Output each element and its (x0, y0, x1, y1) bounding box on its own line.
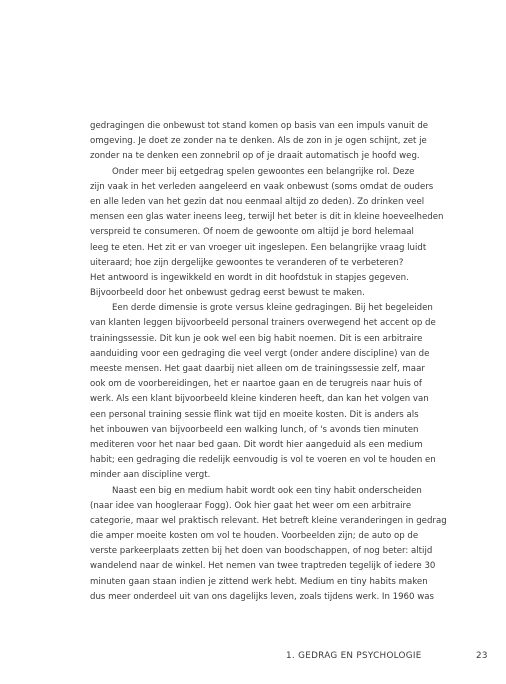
text-line: meeste mensen. Het gaat daarbij niet alleen om de trainingssessie zelf, maar (90, 364, 425, 374)
text-line: aanduiding voor een gedraging die veel vergt (onder andere discipline) van de (90, 348, 430, 359)
text-line: uiteraard; hoe zijn dergelijke gewoontes te veranderen of te verbeteren? (90, 257, 404, 268)
text-line: zonder na te denken een zonnebril op of je draait automatisch je hoofd weg. (90, 151, 420, 162)
text-line: die amper moeite kosten om vol te houden. Voorbeelden zijn; de auto op de (90, 531, 419, 542)
text-line: verste parkeerplaats zetten bij het doen van boodschappen, of nog beter: altijd (90, 546, 433, 557)
text-line: leeg te eten. Het zit er van vroeger uit ingeslepen. Een belangrijke vraag luidt (90, 242, 427, 253)
text-line: Het antwoord is ingewikkeld en wordt in dit hoofdstuk in stapjes gegeven. (90, 272, 409, 283)
text-line: habit; een gedraging die redelijk eenvoudig is vol te voeren en vol te houden en (90, 455, 436, 466)
text-line: omgeving. Je doet ze zonder na te denken. Als de zon in je ogen schijnt, zet je (90, 136, 427, 147)
text-line: werk. Als een klant bijvoorbeeld kleine kinderen heeft, dan kan het volgen van (90, 394, 429, 405)
text-line: Naast een big en medium habit wordt ook een tiny habit onderscheiden (112, 485, 422, 496)
page-number: 23 (476, 651, 488, 661)
text-line: Een derde dimensie is grote versus kleine gedragingen. Bij het begeleiden (112, 303, 433, 314)
text-line: mediteren voor het naar bed gaan. Dit wordt hier aangeduid als een medium (90, 439, 423, 450)
text-line: verspreid te consumeren. Of noem de gewoonte om altijd je bord helemaal (90, 227, 414, 238)
text-line: ook om de voorbereidingen, het er naartoe gaan en de terugreis naar huis of (90, 379, 422, 390)
text-line: trainingssessie. Dit kun je ook wel een big habit noemen. Dit is een arbitraire (90, 333, 423, 344)
text-line: Onder meer bij eetgedrag spelen gewoontes een belangrijke rol. Deze (112, 166, 415, 177)
text-line: een personal training sessie flink wat tijd en moeite kosten. Dit is anders als (90, 409, 419, 420)
text-line: zijn vaak in het verleden aangeleerd en vaak onbewust (soms omdat de ouders (90, 181, 434, 192)
text-line: wandelend naar de winkel. Het nemen van twee traptreden tegelijk of iedere 30 (90, 561, 436, 572)
text-line: en alle leden van het gezin dat nou eenmaal altijd zo deden). Zo drinken veel (90, 196, 425, 207)
text-line: gedragingen die onbewust tot stand komen op basis van een impuls vanuit de (90, 121, 429, 131)
text-line: mensen een glas water ineens leeg, terwijl het beter is dit in kleine hoeveelheden (90, 212, 444, 223)
text-line: minder aan discipline vergt. (90, 470, 211, 481)
text-line: dus meer onderdeel uit van ons dagelijks leven, zoals tijdens werk. In 1960 was (90, 591, 434, 602)
text-line: (naar idee van hoogleraar Fogg). Ook hier gaat het weer om een arbitraire (90, 500, 412, 511)
running-footer-chapter: 1. GEDRAG EN PSYCHOLOGIE (286, 651, 422, 661)
body-text (90, 119, 447, 605)
text-line: van klanten leggen bijvoorbeeld personal trainers overwegend het accent op de (90, 318, 436, 329)
text-line: Bijvoorbeeld door het onbewust gedrag eerst bewust te maken. (90, 288, 365, 299)
text-line: het inbouwen van bijvoorbeeld een walking lunch, of 's avonds tien minuten (90, 424, 419, 435)
text-line: categorie, maar wel praktisch relevant. Het betreft kleine veranderingen in gedrag (90, 515, 447, 526)
text-line: minuten gaan staan indien je zittend werk hebt. Medium en tiny habits maken (90, 576, 428, 587)
